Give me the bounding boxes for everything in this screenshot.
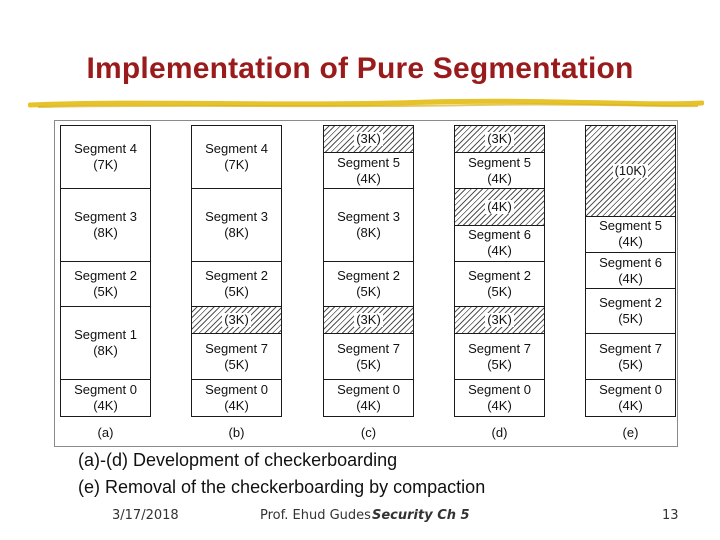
column-label: (b) bbox=[228, 425, 245, 440]
segment-name: Segment 4 bbox=[205, 141, 268, 157]
memory-segment bbox=[586, 253, 675, 289]
hole-size: (3K) bbox=[356, 131, 381, 147]
segment-size: (4K) bbox=[487, 397, 512, 413]
title-underline-decoration bbox=[28, 96, 704, 112]
slide-title: Implementation of Pure Segmentation bbox=[86, 52, 634, 85]
memory-segment bbox=[192, 380, 281, 416]
footer-page-number: 13 bbox=[662, 508, 679, 523]
memory-segment bbox=[61, 307, 150, 380]
segment-name: Segment 3 bbox=[74, 209, 137, 225]
segment-size: (4K) bbox=[356, 170, 381, 186]
segment-name: Segment 7 bbox=[337, 340, 400, 356]
segment-size: (5K) bbox=[224, 356, 249, 372]
segment-name: Segment 0 bbox=[468, 381, 531, 397]
memory-segment bbox=[192, 334, 281, 379]
segment-size: (5K) bbox=[618, 356, 643, 372]
memory-hole bbox=[324, 307, 413, 334]
hole-size: (3K) bbox=[356, 312, 381, 328]
hole-size: (10K) bbox=[614, 162, 647, 178]
segment-size: (4K) bbox=[487, 170, 512, 186]
segment-name: Segment 5 bbox=[468, 154, 531, 170]
segment-size: (5K) bbox=[224, 284, 249, 300]
segment-name: Segment 6 bbox=[599, 254, 662, 270]
memory-segment bbox=[324, 380, 413, 416]
segment-name: Segment 2 bbox=[205, 268, 268, 284]
hole-size: (3K) bbox=[224, 312, 249, 328]
memory-segment bbox=[61, 380, 150, 416]
segment-size: (4K) bbox=[487, 243, 512, 259]
segment-name: Segment 3 bbox=[337, 209, 400, 225]
segment-name: Segment 2 bbox=[337, 268, 400, 284]
segment-size: (7K) bbox=[224, 157, 249, 173]
segment-name: Segment 7 bbox=[468, 340, 531, 356]
memory-segment bbox=[61, 262, 150, 307]
memory-hole bbox=[324, 126, 413, 153]
segment-name: Segment 0 bbox=[74, 381, 137, 397]
memory-segment bbox=[586, 217, 675, 253]
memory-segment bbox=[61, 189, 150, 262]
memory-hole bbox=[455, 126, 544, 153]
segment-size: (8K) bbox=[93, 225, 118, 241]
memory-segment bbox=[455, 153, 544, 189]
memory-segment bbox=[455, 226, 544, 262]
memory-hole bbox=[455, 189, 544, 225]
segment-size: (5K) bbox=[356, 284, 381, 300]
memory-segment bbox=[455, 334, 544, 379]
column-label: (e) bbox=[622, 425, 639, 440]
caption-checkerboarding: (a)-(d) Development of checkerboarding bbox=[78, 450, 398, 470]
memory-column bbox=[323, 125, 414, 417]
segment-size: (8K) bbox=[356, 225, 381, 241]
segment-size: (5K) bbox=[356, 356, 381, 372]
memory-segment bbox=[324, 189, 413, 262]
segment-name: Segment 5 bbox=[599, 218, 662, 234]
segment-size: (8K) bbox=[93, 343, 118, 358]
memory-segment bbox=[324, 334, 413, 379]
segment-size: (8K) bbox=[224, 225, 249, 241]
memory-segment bbox=[61, 126, 150, 189]
memory-segment bbox=[586, 289, 675, 334]
hole-size: (4K) bbox=[487, 199, 512, 215]
hole-size: (3K) bbox=[487, 312, 512, 328]
column-label: (a) bbox=[97, 425, 114, 440]
segment-name: Segment 6 bbox=[468, 227, 531, 243]
segment-name: Segment 2 bbox=[468, 268, 531, 284]
memory-segment bbox=[324, 262, 413, 307]
memory-segment bbox=[455, 262, 544, 307]
segment-name: Segment 2 bbox=[599, 295, 662, 311]
segment-name: Segment 4 bbox=[74, 141, 137, 157]
memory-segment bbox=[586, 380, 675, 416]
memory-hole bbox=[192, 307, 281, 334]
segment-name: Segment 0 bbox=[337, 381, 400, 397]
segment-name: Segment 3 bbox=[205, 209, 268, 225]
memory-column bbox=[60, 125, 151, 417]
column-label: (d) bbox=[491, 425, 508, 440]
memory-segment bbox=[586, 334, 675, 379]
segment-name: Segment 0 bbox=[205, 381, 268, 397]
segment-size: (4K) bbox=[618, 234, 643, 250]
segment-size: (4K) bbox=[618, 397, 643, 413]
segment-name: Segment 7 bbox=[599, 340, 662, 356]
caption-compaction: (e) Removal of the checkerboarding by compaction bbox=[78, 477, 486, 497]
segment-size: (5K) bbox=[93, 284, 118, 300]
segment-size: (4K) bbox=[356, 397, 381, 413]
segment-size: (5K) bbox=[618, 311, 643, 327]
segment-size: (4K) bbox=[224, 397, 249, 413]
footer-course: Security Ch 5 bbox=[372, 508, 470, 523]
footer-author: Prof. Ehud Gudes bbox=[260, 508, 371, 523]
footer-date: 3/17/2018 bbox=[112, 508, 179, 523]
segment-name: Segment 5 bbox=[337, 154, 400, 170]
segment-size: (5K) bbox=[487, 284, 512, 300]
memory-segment bbox=[455, 380, 544, 416]
segment-size: (7K) bbox=[93, 157, 118, 173]
memory-segment bbox=[324, 153, 413, 189]
memory-segment bbox=[192, 262, 281, 307]
segment-name: Segment 1 bbox=[74, 327, 137, 342]
segment-size: (5K) bbox=[487, 356, 512, 372]
segment-name: Segment 2 bbox=[74, 268, 137, 284]
memory-column bbox=[585, 125, 676, 417]
hole-size: (3K) bbox=[487, 131, 512, 147]
segment-size: (4K) bbox=[618, 270, 643, 286]
memory-segment bbox=[192, 126, 281, 189]
segment-name: Segment 0 bbox=[599, 381, 662, 397]
memory-segmentation-figure bbox=[54, 120, 678, 447]
column-label: (c) bbox=[360, 425, 377, 440]
memory-hole bbox=[455, 307, 544, 334]
memory-column bbox=[454, 125, 545, 417]
segment-size: (4K) bbox=[93, 397, 118, 413]
segment-name: Segment 7 bbox=[205, 340, 268, 356]
memory-column bbox=[191, 125, 282, 417]
memory-hole bbox=[586, 126, 675, 217]
memory-segment bbox=[192, 189, 281, 262]
